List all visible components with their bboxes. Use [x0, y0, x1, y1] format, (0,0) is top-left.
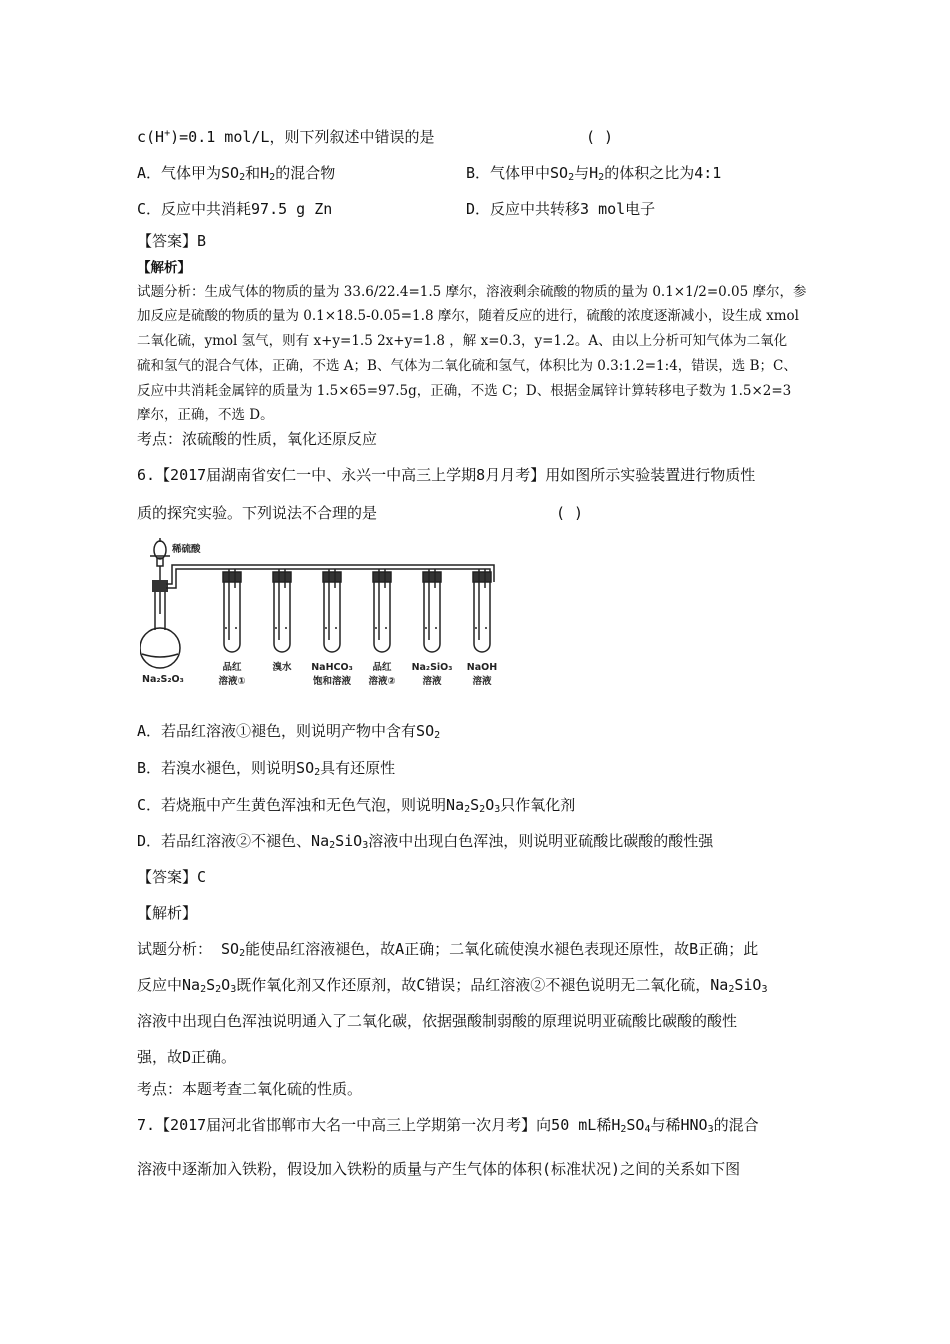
tube-body [374, 582, 390, 652]
q6-point: 考点：本题考查二氧化硫的性质。 [137, 1080, 363, 1098]
q6-analysis-line: 强，故D正确。 [137, 1048, 237, 1066]
q6-answer: 【答案】C [137, 868, 207, 886]
q6-option-c: C．若烧瓶中产生黄色浑浊和无色气泡，则说明$Na_2S_2O_3$只作氧化剂 [137, 796, 576, 815]
tube-label: 溴水 [272, 662, 292, 673]
tube-stopper [223, 572, 241, 582]
tube-label: 品红 [372, 662, 392, 673]
tube-body [474, 582, 490, 652]
q5-analysis-line: 加反应是硫酸的物质的量为 0.1×18.5-0.05=1.8 摩尔，随着反应的进行，硫酸的浓度逐渐减小，设生成 xmol [137, 308, 799, 324]
q5-option-b: B．气体甲中$SO_2$与$H_2$的体积之比为4:1 [466, 164, 722, 183]
flask-stopper [152, 580, 168, 592]
experiment-apparatus-figure [140, 536, 510, 696]
tube-label: 溶液 [422, 676, 442, 687]
q5-option-d: D．反应中共转移3 mol电子 [466, 200, 656, 218]
q5-answer: 【答案】B [137, 232, 207, 250]
tube-label: Na₂SiO₃ [411, 662, 453, 673]
q6-stem-line-2: 质的探究实验。下列说法不合理的是 [137, 504, 378, 522]
q5-analysis-title: 【解析】 [137, 260, 191, 276]
q6-analysis-title: 【解析】 [137, 904, 198, 922]
tube-stopper [473, 572, 491, 582]
q5-point: 考点：浓硫酸的性质，氧化还原反应 [137, 430, 378, 448]
q5-analysis-line: 二氧化硫，ymol 氢气，则有 x+y=1.5 2x+y=1.8 ，解 x=0.3，y=1.2。A、由以上分析可知气体为二氧化 [137, 333, 788, 349]
q5-analysis-line: 硫和氢气的混合气体，正确，不选 A；B、气体为二氧化硫和氢气，体积比为 0.3:1.2=1:4，错误，选 B；C、 [137, 358, 797, 374]
q5-option-a: A．气体甲为$SO_2$和$H_2$的混合物 [137, 164, 336, 183]
q6-option-b: B．若溴水褪色，则说明$SO_2$具有还原性 [137, 759, 396, 778]
tube-stopper [273, 572, 291, 582]
q6-analysis-line: 溶液中出现白色浑浊说明通入了二氧化碳，依据强酸制弱酸的原理说明亚硫酸比碳酸的酸性 [137, 1012, 738, 1030]
tube-body [274, 582, 290, 652]
test-tubes [223, 569, 491, 652]
dropping-funnel [150, 538, 170, 614]
funnel-label: 稀硫酸 [172, 544, 201, 555]
test-tube [223, 569, 241, 652]
tube-label: NaOH [466, 662, 498, 673]
q5-answer-paren: ( ) [586, 128, 614, 146]
tube-label: NaHCO₃ [311, 662, 353, 673]
q6-answer-paren: ( ) [556, 504, 584, 522]
tube-stopper [323, 572, 341, 582]
tube-body [424, 582, 440, 652]
q5-stem-tail: c(H+)=0.1 mol/L，则下列叙述中错误的是 [137, 128, 435, 146]
q6-option-d: D．若品红溶液②不褪色、$Na_2SiO_3$溶液中出现白色浑浊，则说明亚硫酸比碳酸的酸性强 [137, 832, 714, 851]
tube-label: 溶液① [218, 676, 246, 687]
tube-label: 溶液② [368, 676, 396, 687]
test-tube [323, 569, 341, 652]
flask-label: Na₂S₂O₃ [142, 674, 184, 685]
q5-analysis-line: 摩尔，正确，不选 D。 [137, 407, 274, 423]
q6-analysis-line: 反应中$Na_2S_2O_3$既作氧化剂又作还原剂，故C错误；品红溶液②不褪色说明无二氧化硫，$Na_2SiO_3$ [137, 976, 768, 995]
tube-body [224, 582, 240, 652]
test-tube [273, 569, 291, 652]
tube-stopper [423, 572, 441, 582]
q7-stem-line-1: 7.【2017届河北省邯郸市大名一中高三上学期第一次月考】向50 mL稀$H_2SO_4$与稀$HNO_3$的混合 [137, 1116, 759, 1135]
test-tube [373, 569, 391, 652]
tube-body [324, 582, 340, 652]
test-tube [473, 569, 491, 652]
q7-stem-line-2: 溶液中逐渐加入铁粉，假设加入铁粉的质量与产生气体的体积(标准状况)之间的关系如下图 [137, 1160, 741, 1178]
q5-analysis-line: 试题分析：生成气体的物质的量为 33.6/22.4=1.5 摩尔，溶液剩余硫酸的物质的量为 0.1×1/2=0.05 摩尔，参 [137, 284, 807, 300]
tube-label: 饱和溶液 [312, 676, 352, 687]
test-tube-labels [218, 661, 497, 687]
tube-stopper [373, 572, 391, 582]
tube-label: 品红 [222, 662, 242, 673]
tube-label: 溶液 [472, 676, 492, 687]
q6-option-a: A．若品红溶液①褪色，则说明产物中含有$SO_2$ [137, 722, 441, 741]
q5-option-c: C．反应中共消耗97.5 g Zn [137, 200, 333, 218]
q6-analysis-line: 试题分析： $SO_2$能使品红溶液褪色，故A正确；二氧化硫使溴水褪色表现还原性，故B正确；此 [137, 940, 759, 959]
test-tube [423, 569, 441, 652]
q6-stem-line-1: 6.【2017届湖南省安仁一中、永兴一中高三上学期8月月考】用如图所示实验装置进行物质性 [137, 466, 756, 484]
q5-analysis-line: 反应中共消耗金属锌的质量为 1.5×65=97.5g，正确，不选 C；D、根据金属锌计算转移电子数为 1.5×2=3 [137, 383, 792, 399]
